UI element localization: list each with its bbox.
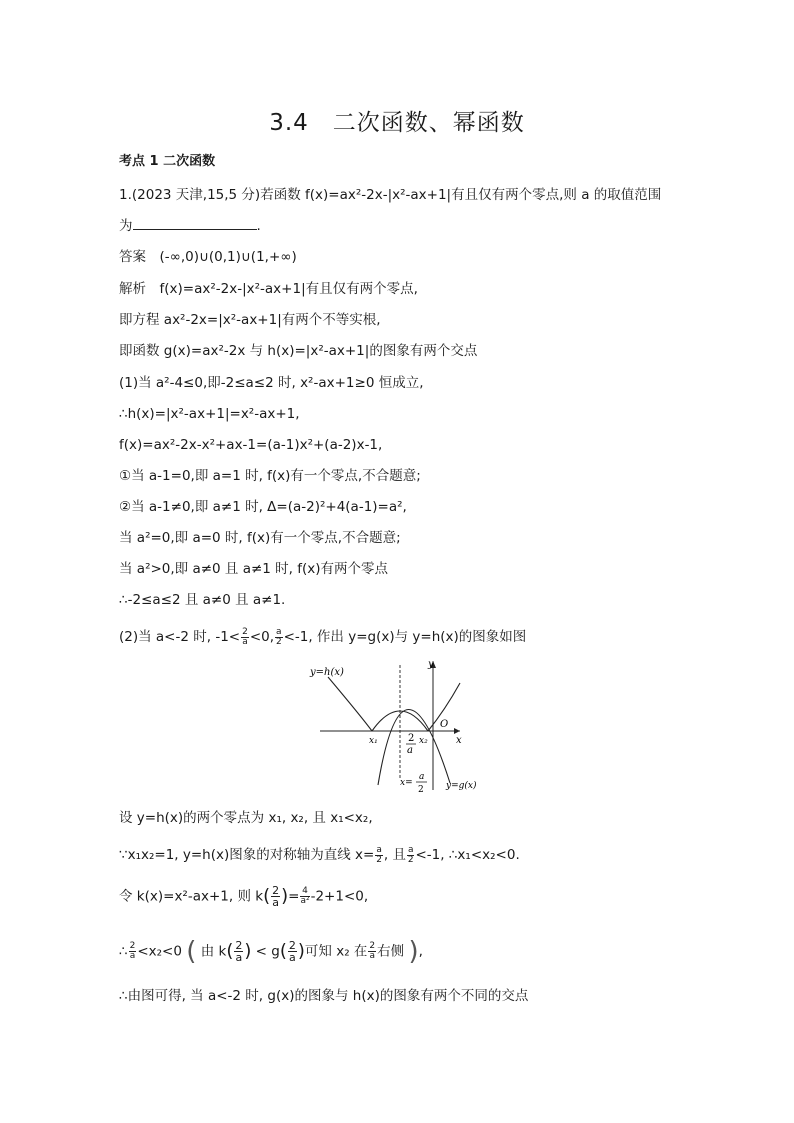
solution-line: 解析 f(x)=ax²-2x-|x²-ax+1|有且仅有两个零点, xyxy=(119,281,418,297)
solution-line: 设 y=h(x)的两个零点为 x₁, x₂, 且 x₁<x₂, xyxy=(119,810,373,826)
solution-line-with-fractions xyxy=(119,936,423,967)
solution-line: (1)当 a²-4≤0,即-2≤a≤2 时, x²-ax+1≥0 恒成立, xyxy=(119,375,424,391)
paren-left: ( xyxy=(279,940,287,962)
fraction-numerator: a xyxy=(407,844,414,855)
text-part: ∵x₁x₂=1, y=h(x)图象的对称轴为直线 x= xyxy=(119,847,375,863)
solution-line: ①当 a-1=0,即 a=1 时, f(x)有一个零点,不合题意; xyxy=(119,468,421,484)
text-part: <x₂<0 xyxy=(137,943,182,960)
label-x: x xyxy=(456,735,462,746)
blank-suffix: . xyxy=(256,218,261,234)
fraction-numerator: a xyxy=(376,844,382,855)
answer-line: 答案 (-∞,0)∪(0,1)∪(1,+∞) xyxy=(119,249,297,265)
fraction xyxy=(300,887,309,906)
text-part: , 且 xyxy=(383,847,406,863)
fraction xyxy=(271,885,280,908)
text-part: 由 k xyxy=(200,943,227,960)
solution-line: ②当 a-1≠0,即 a≠1 时, Δ=(a-2)²+4(a-1)=a², xyxy=(119,499,407,515)
fraction-numerator: 2 xyxy=(235,939,243,952)
solution-line: ∴由图可得, 当 a<-2 时, g(x)的图象与 h(x)的图象有两个不同的交点 xyxy=(119,988,529,1004)
fraction-numerator: a xyxy=(276,626,282,637)
label-h: y=h(x) xyxy=(310,667,344,678)
fraction xyxy=(288,940,297,963)
label-origin: O xyxy=(440,719,449,730)
bracket-right: ) xyxy=(408,936,419,967)
fraction xyxy=(275,628,283,647)
text-part: ∴ xyxy=(119,943,128,960)
fraction-numerator: 2 xyxy=(242,626,248,637)
question-blank-line xyxy=(119,215,261,236)
text-part: , xyxy=(418,943,423,960)
fraction-denominator: a xyxy=(272,896,279,909)
fraction-denominator: 2 xyxy=(407,854,414,865)
fraction xyxy=(241,628,249,647)
fraction-denominator: 2 xyxy=(275,636,282,647)
fraction-numerator: 2 xyxy=(129,941,136,951)
text-part: 令 k(x)=x²-ax+1, 则 k xyxy=(119,888,264,905)
solution-line-with-fractions xyxy=(119,845,520,865)
fraction-numerator: 4 xyxy=(302,886,308,896)
label-xa-den: 2 xyxy=(418,785,424,795)
section-heading: 考点 1 二次函数 xyxy=(119,154,216,169)
x-axis-arrow xyxy=(454,728,460,734)
fraction-denominator: a xyxy=(289,951,296,964)
label-xa-prefix: x= xyxy=(400,778,413,788)
label-x1: x₁ xyxy=(369,736,378,746)
answer-blank xyxy=(133,215,257,230)
solution-line: ∴-2≤a≤2 且 a≠0 且 a≠1. xyxy=(119,592,286,608)
label-g: y=g(x) xyxy=(446,781,477,791)
bracket-left: ( xyxy=(186,936,197,967)
solution-line: 当 a²=0,即 a=0 时, f(x)有一个零点,不合题意; xyxy=(119,530,401,546)
solution-line: 即方程 ax²-2x=|x²-ax+1|有两个不等实根, xyxy=(119,312,381,328)
paren-left: ( xyxy=(226,940,234,962)
label-xa-num: a xyxy=(419,772,425,782)
solution-line: f(x)=ax²-2x-x²+ax-1=(a-1)x²+(a-2)x-1, xyxy=(119,437,383,453)
h-curve-left xyxy=(328,677,372,731)
fraction-denominator: a xyxy=(129,951,136,961)
text-part: 右侧 xyxy=(377,943,405,960)
fraction-denominator: a xyxy=(242,636,248,647)
fraction xyxy=(375,846,383,865)
solution-line: ∴h(x)=|x²-ax+1|=x²-ax+1, xyxy=(119,406,300,422)
text-part: <0, xyxy=(249,629,275,645)
fraction xyxy=(407,846,415,865)
text-part: <-1, 作出 y=g(x)与 y=h(x)的图象如图 xyxy=(283,629,527,645)
text-part: < g xyxy=(255,943,280,960)
blank-prefix: 为 xyxy=(119,218,133,234)
fraction xyxy=(129,942,137,961)
question-line: 1.(2023 天津,15,5 分)若函数 f(x)=ax²-2x-|x²-ax+1|有且仅有两个零点,则 a 的取值范围 xyxy=(119,187,662,203)
fraction-numerator: 2 xyxy=(288,939,296,952)
solution-line: 当 a²>0,即 a≠0 且 a≠1 时, f(x)有两个零点 xyxy=(119,561,389,577)
paren-right: ) xyxy=(244,940,252,962)
paren-right: ) xyxy=(297,940,305,962)
text-part: 可知 x₂ 在 xyxy=(304,943,368,960)
text-part: (2)当 a<-2 时, -1< xyxy=(119,629,241,645)
text-part: = xyxy=(288,888,300,905)
text-part: <-1, ∴x₁<x₂<0. xyxy=(415,847,520,863)
label-2a-num: 2 xyxy=(408,733,415,744)
solution-line-with-fractions xyxy=(119,885,368,908)
fraction-denominator: 2 xyxy=(376,854,382,865)
paren-left: ( xyxy=(263,885,271,907)
fraction-denominator: a xyxy=(369,951,376,961)
fraction-numerator: 2 xyxy=(272,884,280,897)
fraction-numerator: 2 xyxy=(369,941,376,951)
function-graph xyxy=(300,655,490,795)
label-2a-den: a xyxy=(407,745,413,756)
label-y: y xyxy=(428,659,434,670)
paren-right: ) xyxy=(281,885,289,907)
fraction xyxy=(368,942,376,961)
page-title: 3.4 二次函数、幂函数 xyxy=(269,110,525,136)
fraction xyxy=(234,940,243,963)
solution-line: 即函数 g(x)=ax²-2x 与 h(x)=|x²-ax+1|的图象有两个交点 xyxy=(119,343,478,359)
fraction-denominator: a² xyxy=(300,896,310,906)
text-part: -2+1<0, xyxy=(310,888,369,905)
fraction-denominator: a xyxy=(235,951,243,964)
label-x2: x₂ xyxy=(419,736,428,746)
solution-line-with-fractions xyxy=(119,627,526,647)
